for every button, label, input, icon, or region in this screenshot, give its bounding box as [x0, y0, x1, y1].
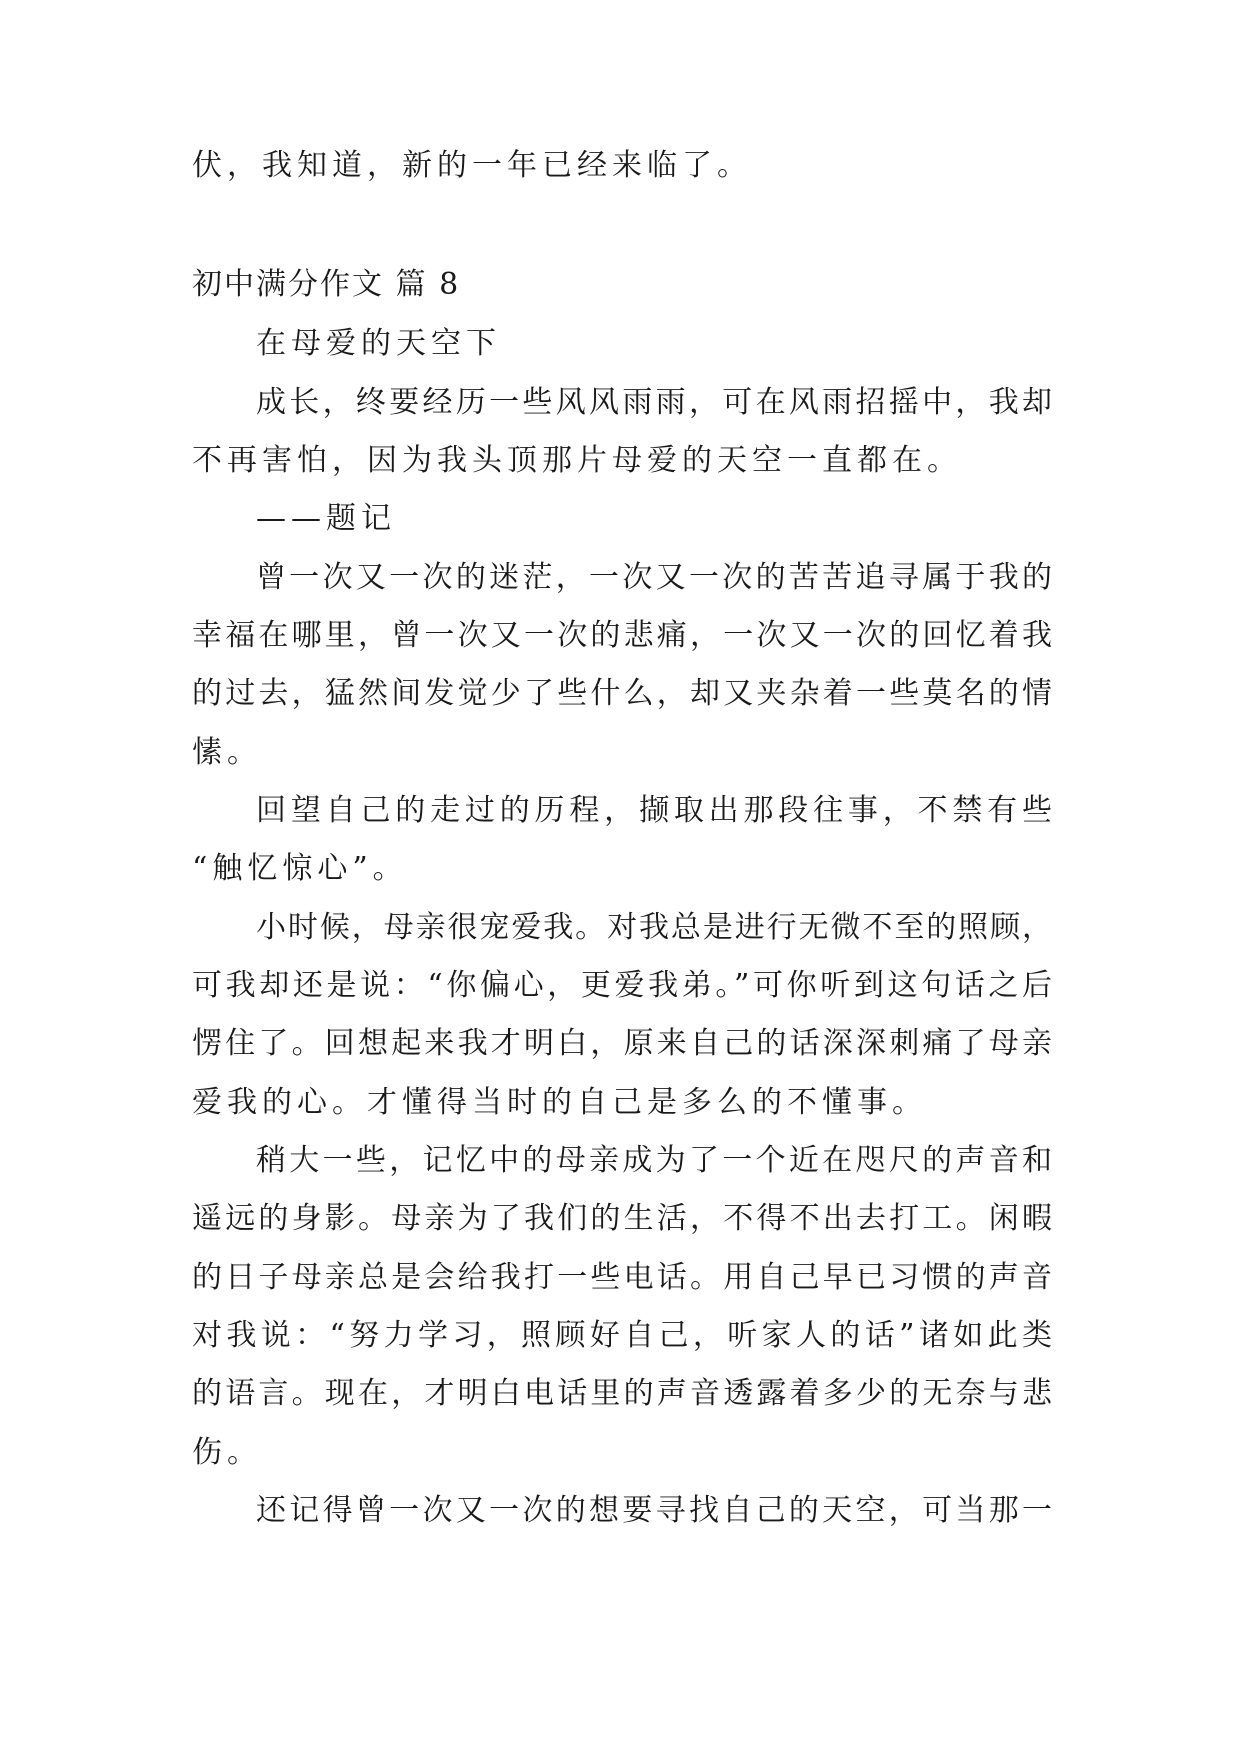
paragraph-line: 成长，终要经历一些风风雨雨，可在风雨招摇中，我却 — [256, 385, 1052, 420]
essay-title: 在母爱的天空下 — [256, 326, 501, 361]
paragraph-line: 不再害怕，因为我头顶那片母爱的天空一直都在。 — [192, 443, 962, 478]
paragraph-line: 爱我的心。才懂得当时的自己是多么的不懂事。 — [192, 1085, 927, 1120]
paragraph-line: 可我却还是说：“你偏心，更爱我弟。”可你听到这句话之后 — [192, 968, 1052, 1003]
paragraph-line: 遥远的身影。母亲为了我们的生活，不得不出去打工。闲暇 — [192, 1201, 1052, 1236]
paragraph-line: 幸福在哪里，曾一次又一次的悲痛，一次又一次的回忆着我 — [192, 618, 1052, 653]
paragraph-line: 伤。 — [192, 1435, 262, 1470]
paragraph-line: 小时候，母亲很宠爱我。对我总是进行无微不至的照顾， — [256, 910, 1052, 945]
section-heading: 初中满分作文 篇 8 — [192, 267, 461, 302]
paragraph-line: 稍大一些，记忆中的母亲成为了一个近在咫尺的声音和 — [256, 1143, 1052, 1178]
paragraph-line: 曾一次又一次的迷茫，一次又一次的苦苦追寻属于我的 — [256, 560, 1052, 595]
paragraph-line: “触忆惊心”。 — [192, 851, 408, 886]
paragraph-line: 的过去，猛然间发觉少了些什么，却又夹杂着一些莫名的情 — [192, 676, 1052, 711]
paragraph-line: 的语言。现在，才明白电话里的声音透露着多少的无奈与悲 — [192, 1376, 1052, 1411]
paragraph-line: 对我说：“努力学习，照顾好自己，听家人的话”诸如此类 — [192, 1318, 1052, 1353]
paragraph-line: 回望自己的走过的历程，撷取出那段往事，不禁有些 — [256, 793, 1052, 828]
paragraph-line: 愫。 — [192, 735, 262, 770]
paragraph-line: 伏，我知道，新的一年已经来临了。 — [192, 148, 752, 183]
paragraph-line: 的日子母亲总是会给我打一些电话。用自己早已习惯的声音 — [192, 1260, 1052, 1295]
paragraph-line: 还记得曾一次又一次的想要寻找自己的天空，可当那一 — [256, 1493, 1052, 1528]
epigraph-attribution: ——题记 — [256, 501, 396, 536]
paragraph-line: 愣住了。回想起来我才明白，原来自己的话深深刺痛了母亲 — [192, 1026, 1052, 1061]
